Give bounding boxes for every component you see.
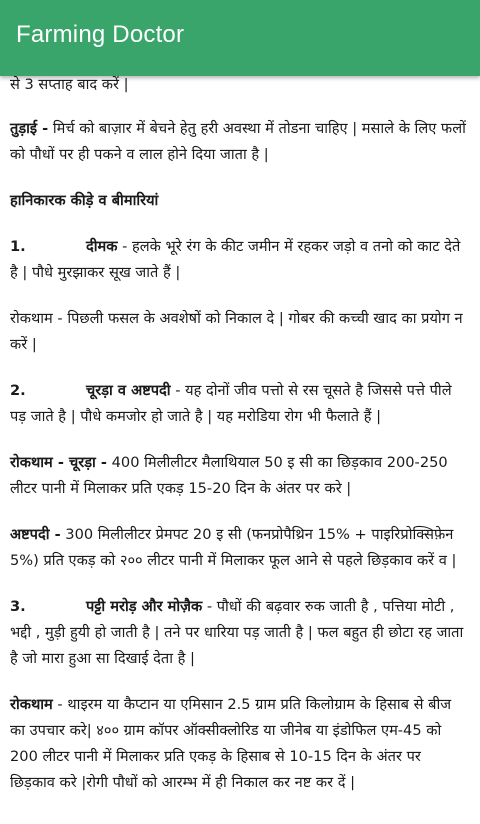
item2-control2 [10, 522, 470, 574]
app-bar [0, 0, 480, 76]
article-body [0, 66, 480, 796]
item3-number: 3. [10, 598, 26, 615]
item2-control2-text: 300 मिलीलीटर प्रेमपट 20 इ सी (फनप्रोपैथ्रिन 15% + पाइरिप्रोक्सिफ़ेन 5%) प्रति एकड़ को २०० लीटर पानी में मिलाकर फूल आने से पहले छिड़काव करें व | [10, 526, 457, 569]
item2-control1 [10, 450, 470, 502]
item1-text: - हलके भूरे रंग के कीट जमीन में रहकर जड़ो व तनो को काट देते है | पौधे मुरझाकर सूख जाते हैं | [10, 238, 461, 281]
item2-control1-text: 400 मिलीलीटर मैलाथियाल 50 इ सी का छिड़काव 200-250 लीटर पानी में मिलाकर प्रति एकड़ 15-20 दिन के अंतर पर करे | [10, 454, 448, 497]
harvest-text: मिर्च को बाज़ार में बेचने हेतु हरी अवस्था में तोडना चाहिए | मसाले के लिए फलों को पौधों पर ही पकने व लाल होने दिया जाता है | [10, 120, 466, 163]
item1-control: रोकथाम - पिछली फसल के अवशेषों को निकाल दे | गोबर की कच्ची खाद का प्रयोग न करें | [10, 310, 463, 353]
item2-number: 2. [10, 382, 26, 399]
harvest-label: तुड़ाई - [10, 120, 49, 137]
partial-paragraph: से 3 सप्ताह बाद करें | [10, 76, 129, 93]
item1-title: दीमक [86, 238, 118, 255]
item2-title: चूरड़ा व अष्टपदी [86, 382, 171, 399]
article-scroll-view[interactable] [0, 66, 480, 824]
harvest-paragraph [10, 116, 470, 168]
item3-control [10, 692, 470, 796]
item1-number: 1. [10, 238, 26, 255]
pests-heading: हानिकारक कीड़े व बीमारियां [10, 192, 159, 209]
item1-paragraph [10, 234, 470, 286]
item3-paragraph [10, 594, 470, 672]
item2-control2-label: अष्टपदी - [10, 526, 61, 543]
item2-control1-label: रोकथाम - चूरड़ा - [10, 454, 107, 471]
app-title: Farming Doctor [16, 21, 185, 48]
item3-control-text: - थाइरम या कैप्टान या एमिसान 2.5 ग्राम प्रति किलोग्राम के हिसाब से बीज का उपचार करे| ४०० ग्राम कॉपर ऑक्सीक्लोरिड या जीनेब या इंडोफिल एम-45 को 200 लीटर पानी में मिलाकर प्रति एकड़ के हिसाब से 10-15 दिन के अंतर पर छिड़काव करे |रोगी पौधों को आरम्भ में ही निकाल कर नष्ट कर दें | [10, 696, 452, 791]
item2-paragraph [10, 378, 470, 430]
item3-control-label: रोकथाम [10, 696, 53, 713]
item3-title: पट्टी मरोड़ और मोज़ैक [86, 598, 203, 615]
item2-text: - यह दोनों जीव पत्तो से रस चूसते है जिससे पत्ते पीले पड़ जाते है | पौधे कमजोर हो जाते है | यह मरोडिया रोग भी फैलाते हैं | [10, 382, 452, 425]
item3-text: - पौधों की बढ़वार रुक जाती है , पत्तिया मोटी , भद्दी , मुड़ी हुयी हो जाती है | तने पर धारिया पड़ जाती है | फल बहुत ही छोटा रह जाता है जो मारा हुआ सा दिखाई देता है | [10, 598, 464, 667]
